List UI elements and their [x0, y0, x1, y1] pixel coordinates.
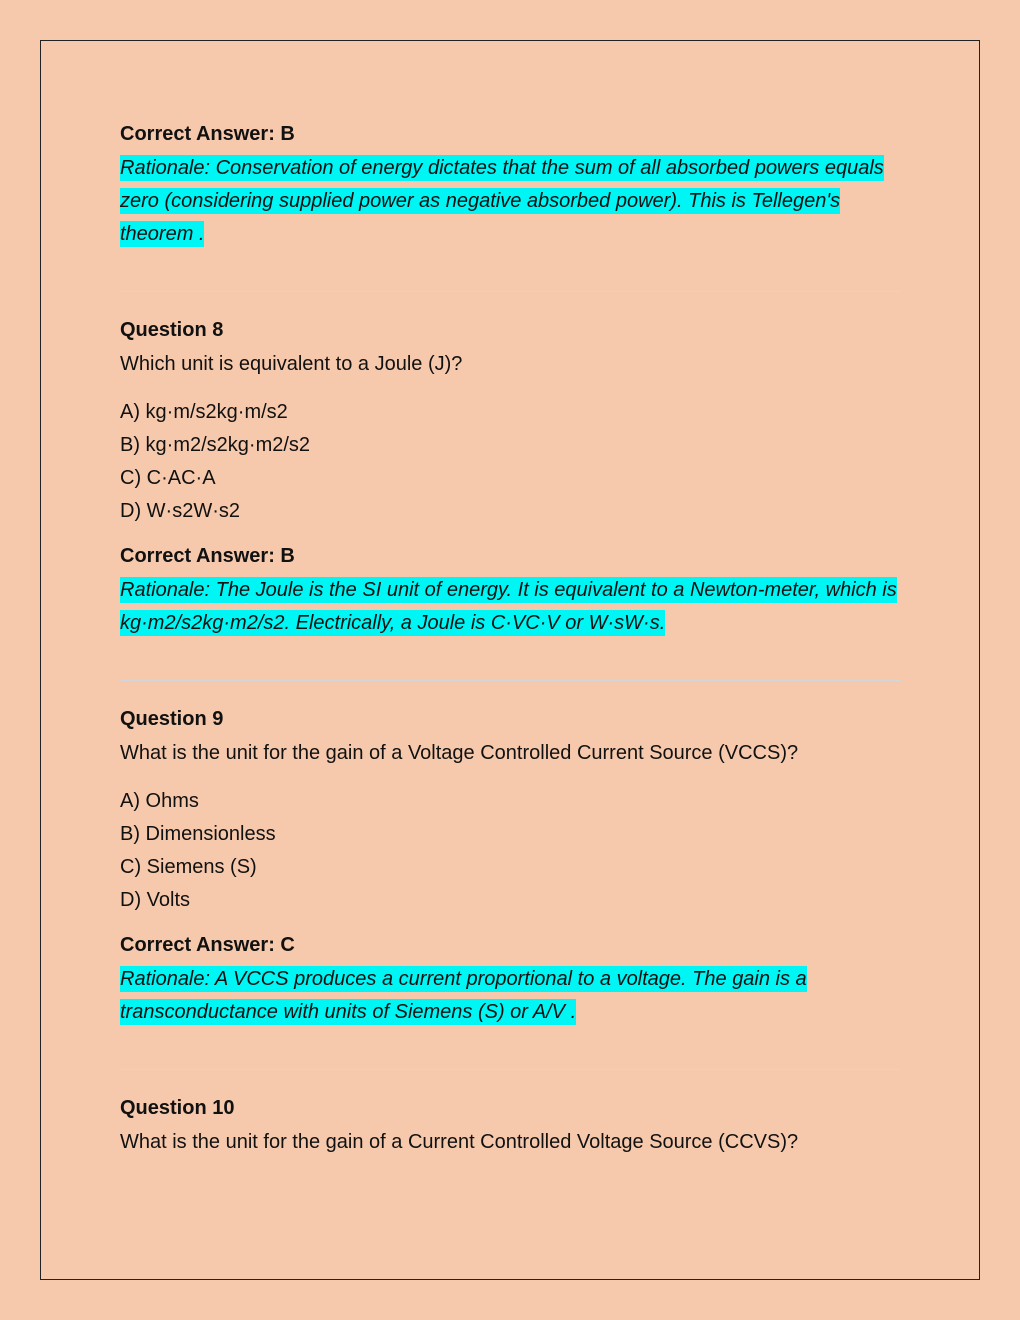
- option-a: A) Ohms: [120, 790, 199, 812]
- rationale-highlight: Rationale: The Joule is the SI unit of energy. It is equivalent to a Newton-meter, which is kg·m2/s2kg·m2/s2. Electrically, a Joule is C·VC·V or W·sW·s.: [120, 579, 897, 634]
- question-text: What is the unit for the gain of a Voltage Controlled Current Source (VCCS)?: [120, 742, 799, 764]
- correct-answer-label: Correct Answer: C: [120, 934, 295, 956]
- divider: [120, 1069, 901, 1070]
- question-title: Question 8: [120, 319, 224, 341]
- question-title: Question 9: [120, 708, 224, 730]
- option-c: C) C·AC·A: [120, 467, 216, 489]
- question-8: [120, 316, 901, 640]
- correct-answer-label: Correct Answer: B: [120, 545, 295, 567]
- rationale-highlight: Rationale: A VCCS produces a current proportional to a voltage. The gain is a transconductance with units of Siemens (S) or A/V .: [120, 968, 807, 1023]
- divider: [120, 680, 901, 681]
- question-text: What is the unit for the gain of a Current Controlled Voltage Source (CCVS)?: [120, 1131, 799, 1153]
- question-10: [120, 1094, 901, 1156]
- option-a: A) kg·m/s2kg·m/s2: [120, 401, 288, 423]
- question-9: [120, 705, 901, 1029]
- rationale-text: [120, 152, 901, 251]
- options-list: [120, 396, 901, 528]
- rationale-text: [120, 963, 901, 1029]
- question-text: Which unit is equivalent to a Joule (J)?: [120, 353, 463, 375]
- document-content: [120, 120, 901, 1156]
- option-b: B) kg·m2/s2kg·m2/s2: [120, 434, 311, 456]
- rationale-text: [120, 574, 901, 640]
- correct-answer-label: Correct Answer: B: [120, 123, 295, 145]
- divider: [120, 291, 901, 292]
- option-d: D) Volts: [120, 889, 191, 911]
- question-7-answer-block: [120, 120, 901, 251]
- question-title: Question 10: [120, 1097, 235, 1119]
- option-c: C) Siemens (S): [120, 856, 257, 878]
- options-list: [120, 785, 901, 917]
- rationale-highlight: Rationale: Conservation of energy dictates that the sum of all absorbed powers equals zero (considering supplied power as negative absorbed power). This is Tellegen's theorem .: [120, 157, 884, 245]
- option-b: B) Dimensionless: [120, 823, 276, 845]
- option-d: D) W·s2W·s2: [120, 500, 240, 522]
